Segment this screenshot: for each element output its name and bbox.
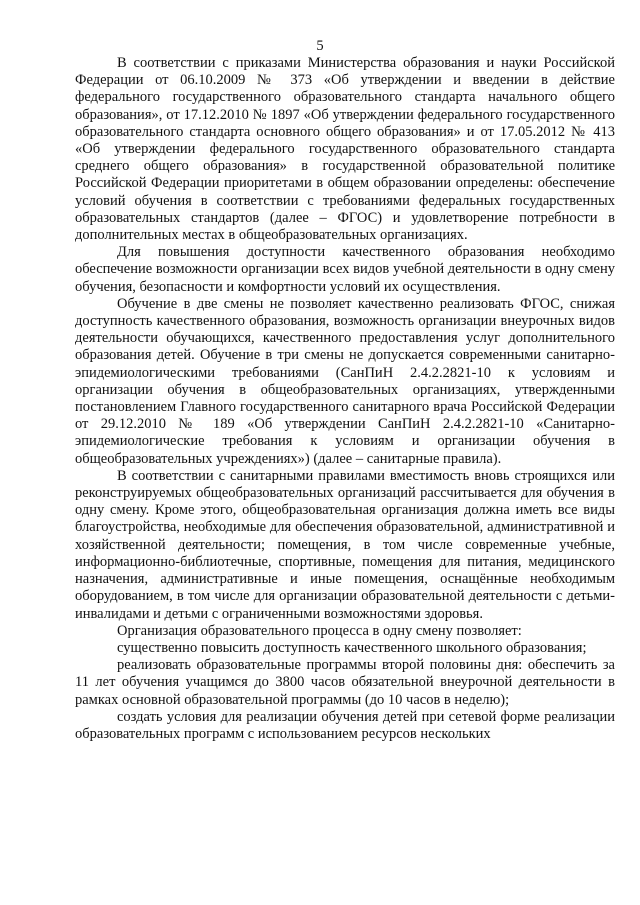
paragraph-intro: В соответствии с приказами Министерства образования и науки Российской Федерации от 06.10.2009 № 373 «Об утверждении и введении в действие федерального государственного образовательного стандарта начального общего образования», от 17.12.2010 № 1897 «Об утверждении федерального государственного образовательного стандарта основного общего образования» и от 17.05.2012 № 413 «Об утверждении федерального государственного образовательного стандарта среднего общего образования» в государственной образовательной политике Российской Федерации приоритетами в общем образовании определены: обеспечение условий обучения в соответствии с требованиями федеральных государственных образовательных стандартов (далее – ФГОС) и удовлетворение потребности в дополнительных местах в общеобразовательных организациях. [75, 55, 615, 244]
paragraph-two-shifts: Обучение в две смены не позволяет качественно реализовать ФГОС, снижая доступность качественного образования, возможность организации внеурочных видов деятельности обучающихся, качественного предоставления услуг дополнительного образования детей. Обучение в три смены не допускается современными санитарно-эпидемиологическими требованиями (СанПиН 2.4.2.2821-10 к условиям и организации обучения в общеобразовательных организациях, утвержденными постановлением Главного государственного санитарного врача Российской Федерации от 29.12.2010 № 189 «Об утверждении СанПиН 2.4.2.2821-10 «Санитарно-эпидемиологические требования к условиям и организации обучения в общеобразовательных учреждениях») (далее – санитарные правила). [75, 295, 615, 467]
list-item-afternoon-programs: реализовать образовательные программы второй половины дня: обеспечить за 11 лет обучения учащимся до 3800 часов обязательной внеурочной деятельности в рамках основной образовательной программы (до 10 часов в неделю); [75, 657, 615, 708]
document-body [75, 55, 615, 743]
page-number: 5 [316, 38, 324, 54]
list-item-network-form: создать условия для реализации обучения детей при сетевой форме реализации образовательных программ с использованием ресурсов нескольких [75, 708, 615, 742]
list-item-accessibility: существенно повысить доступность качественного школьного образования; [117, 639, 587, 656]
paragraph-sanitary-rules: В соответствии с санитарными правилами вместимость вновь строящихся или реконструируемых общеобразовательных организаций рассчитывается для обучения в одну смену. Кроме этого, общеобразовательная организация должна иметь все виды благоустройства, необходимые для обеспечения образовательной, административной и хозяйственной деятельности; помещения, в том числе современные учебные, информационно-библиотечные, спортивные, помещения для питания, медицинского назначения, административные и иные помещения, оснащённые необходимым оборудованием, в том числе для организации образовательной деятельности с детьми-инвалидами и детьми с ограниченными возможностями здоровья. [75, 467, 615, 622]
paragraph-accessibility: Для повышения доступности качественного образования необходимо обеспечение возможности организации всех видов учебной деятельности в одну смену обучения, безопасности и комфортности условий их осуществления. [75, 244, 615, 295]
paragraph-one-shift-intro: Организация образовательного процесса в одну смену позволяет: [117, 622, 522, 639]
